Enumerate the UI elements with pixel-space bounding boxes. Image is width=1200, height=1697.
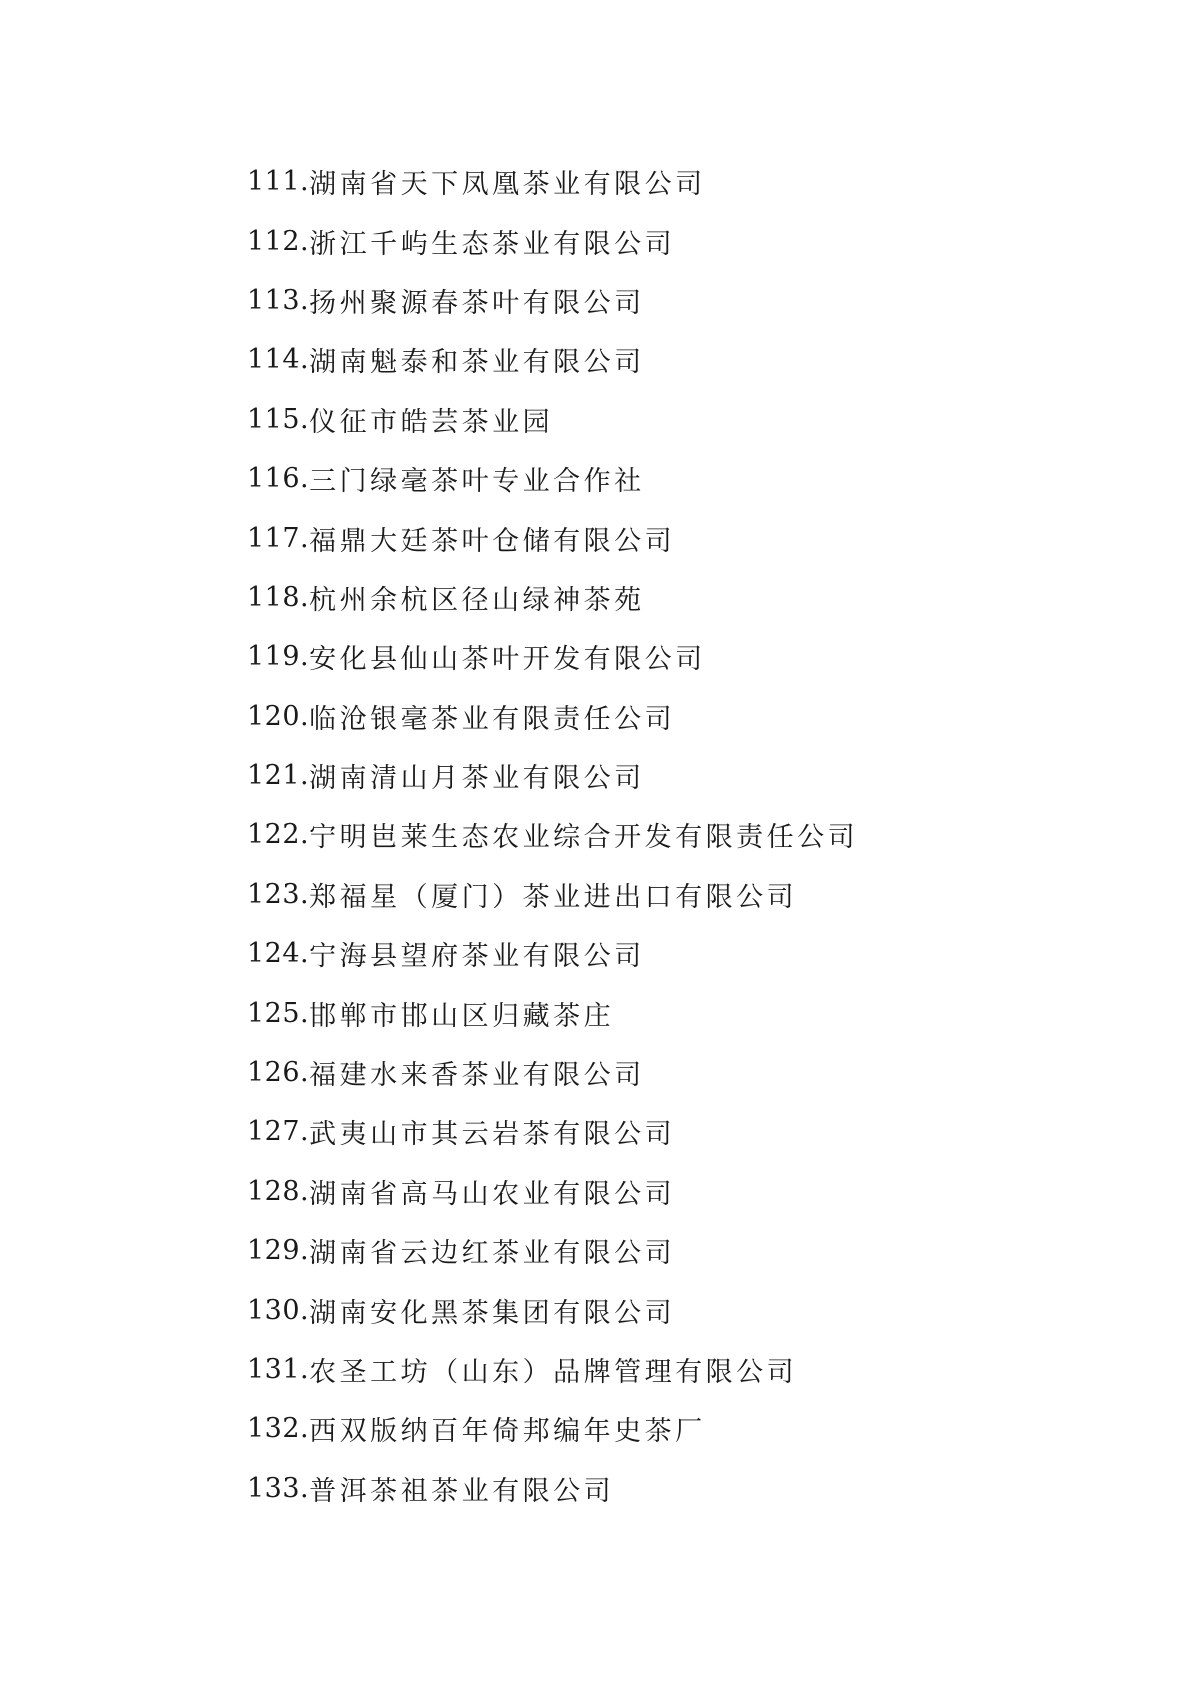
company-name: 宁明岜莱生态农业综合开发有限责任公司 — [309, 822, 859, 854]
list-item — [247, 1221, 858, 1280]
entry-number: 114. — [247, 344, 310, 376]
company-name: 郑福星（厦门）茶业进出口有限公司 — [309, 881, 798, 913]
list-item — [247, 508, 858, 567]
list-item — [247, 568, 858, 627]
entry-number: 116. — [247, 463, 310, 495]
entry-number: 130. — [247, 1294, 310, 1326]
company-list — [247, 152, 858, 1518]
entry-number: 118. — [247, 581, 310, 613]
list-item — [247, 330, 858, 389]
list-item — [247, 271, 858, 330]
entry-number: 115. — [247, 403, 310, 435]
entry-number: 133. — [247, 1472, 310, 1504]
list-item — [247, 390, 858, 449]
company-name: 湖南安化黑茶集团有限公司 — [309, 1297, 676, 1329]
company-name: 湖南省云边红茶业有限公司 — [309, 1238, 676, 1270]
list-item — [247, 1043, 858, 1102]
company-name: 湖南省高马山农业有限公司 — [309, 1178, 676, 1210]
entry-number: 121. — [247, 760, 310, 792]
list-item — [247, 865, 858, 924]
list-item — [247, 1102, 858, 1161]
company-name: 福建水来香茶业有限公司 — [309, 1060, 645, 1092]
company-name: 普洱茶祖茶业有限公司 — [309, 1475, 615, 1507]
list-item — [247, 1280, 858, 1339]
entry-number: 123. — [247, 878, 310, 910]
company-name: 杭州余杭区径山绿神茶苑 — [309, 584, 645, 616]
company-name: 武夷山市其云岩茶有限公司 — [309, 1119, 676, 1151]
company-name: 湖南省天下凤凰茶业有限公司 — [309, 169, 706, 201]
entry-number: 127. — [247, 1116, 310, 1148]
entry-number: 112. — [247, 225, 310, 257]
entry-number: 113. — [247, 284, 310, 316]
company-name: 浙江千屿生态茶业有限公司 — [309, 228, 676, 260]
company-name: 安化县仙山茶叶开发有限公司 — [309, 644, 706, 676]
list-item — [247, 1459, 858, 1518]
entry-number: 122. — [247, 819, 310, 851]
company-name: 临沧银毫茶业有限责任公司 — [309, 703, 676, 735]
entry-number: 131. — [247, 1354, 310, 1385]
list-item — [247, 1399, 858, 1458]
company-name: 三门绿毫茶叶专业合作社 — [309, 466, 645, 498]
company-name: 扬州聚源春茶叶有限公司 — [309, 287, 645, 319]
list-item — [247, 687, 858, 746]
list-item — [247, 1162, 858, 1221]
list-item — [247, 746, 858, 805]
company-name: 湖南魁泰和茶业有限公司 — [309, 347, 645, 379]
company-name: 湖南清山月茶业有限公司 — [309, 763, 645, 795]
entry-number: 126. — [247, 1057, 310, 1089]
company-name: 农圣工坊（山东）品牌管理有限公司 — [309, 1357, 798, 1388]
entry-number: 124. — [247, 938, 310, 970]
list-item — [247, 152, 858, 211]
entry-number: 128. — [247, 1175, 310, 1207]
list-item — [247, 1340, 858, 1399]
company-name: 邯郸市邯山区归藏茶庄 — [309, 1000, 615, 1032]
list-item — [247, 211, 858, 270]
entry-number: 129. — [247, 1235, 310, 1267]
entry-number: 119. — [247, 641, 310, 673]
entry-number: 125. — [247, 997, 310, 1029]
entry-number: 132. — [247, 1413, 310, 1445]
list-item — [247, 924, 858, 983]
entry-number: 117. — [247, 522, 310, 554]
list-item — [247, 627, 858, 686]
company-name: 仪征市皓芸茶业园 — [309, 406, 554, 438]
company-name: 西双版纳百年倚邦编年史茶厂 — [309, 1416, 706, 1448]
company-name: 福鼎大廷茶叶仓储有限公司 — [309, 525, 676, 557]
list-item — [247, 983, 858, 1042]
company-name: 宁海县望府茶业有限公司 — [309, 941, 645, 973]
entry-number: 120. — [247, 700, 310, 732]
list-item — [247, 805, 858, 864]
list-item — [247, 449, 858, 508]
entry-number: 111. — [247, 166, 310, 198]
